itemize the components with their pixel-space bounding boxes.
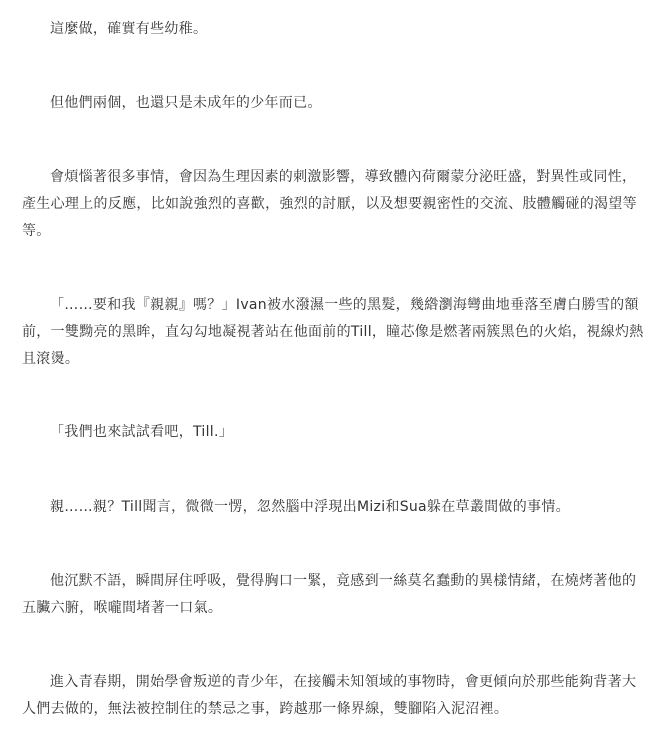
paragraph-6: 親……親？Till聞言，微微一愣，忽然腦中浮現出Mizi和Sua躲在草叢間做的事情。 bbox=[50, 499, 570, 515]
paragraph-7: 他沉默不語，瞬間屏住呼吸，覺得胸口一緊，竟感到一絲莫名蠢動的異樣情緒，在燒烤著他的五臟六腑，喉嚨間堵著一口氣。 bbox=[22, 573, 637, 616]
paragraph-8: 進入青春期，開始學會叛逆的青少年，在接觸未知領域的事物時，會更傾向於那些能夠背著大人們去做的，無法被控制住的禁忌之事，跨越那一條界線，雙腳陷入泥沼裡。 bbox=[22, 674, 637, 717]
paragraph-3: 會煩惱著很多事情，會因為生理因素的刺激影響，導致體內荷爾蒙分泌旺盛，對異性或同性，產生心理上的反應，比如說強烈的喜歡，強烈的討厭，以及想要親密性的交流、肢體觸碰的渴望等等。 bbox=[22, 169, 637, 239]
paragraph-5: 「我們也來試試看吧，Till.」 bbox=[50, 424, 234, 440]
paragraph-4: 「……要和我『親親』嗎？」Ivan被水潑濕一些的黑髮，幾綹瀏海彎曲地垂落至膚白勝雪的額前，一雙黝亮的黑眸，直勾勾地凝視著站在他面前的Till，瞳芯像是燃著兩簇黑色的火焰，視線灼熱且滾燙。 bbox=[22, 297, 644, 367]
paragraph-1: 這麼做，確實有些幼稚。 bbox=[50, 21, 208, 37]
paragraph-2: 但他們兩個，也還只是未成年的少年而已。 bbox=[50, 95, 322, 111]
